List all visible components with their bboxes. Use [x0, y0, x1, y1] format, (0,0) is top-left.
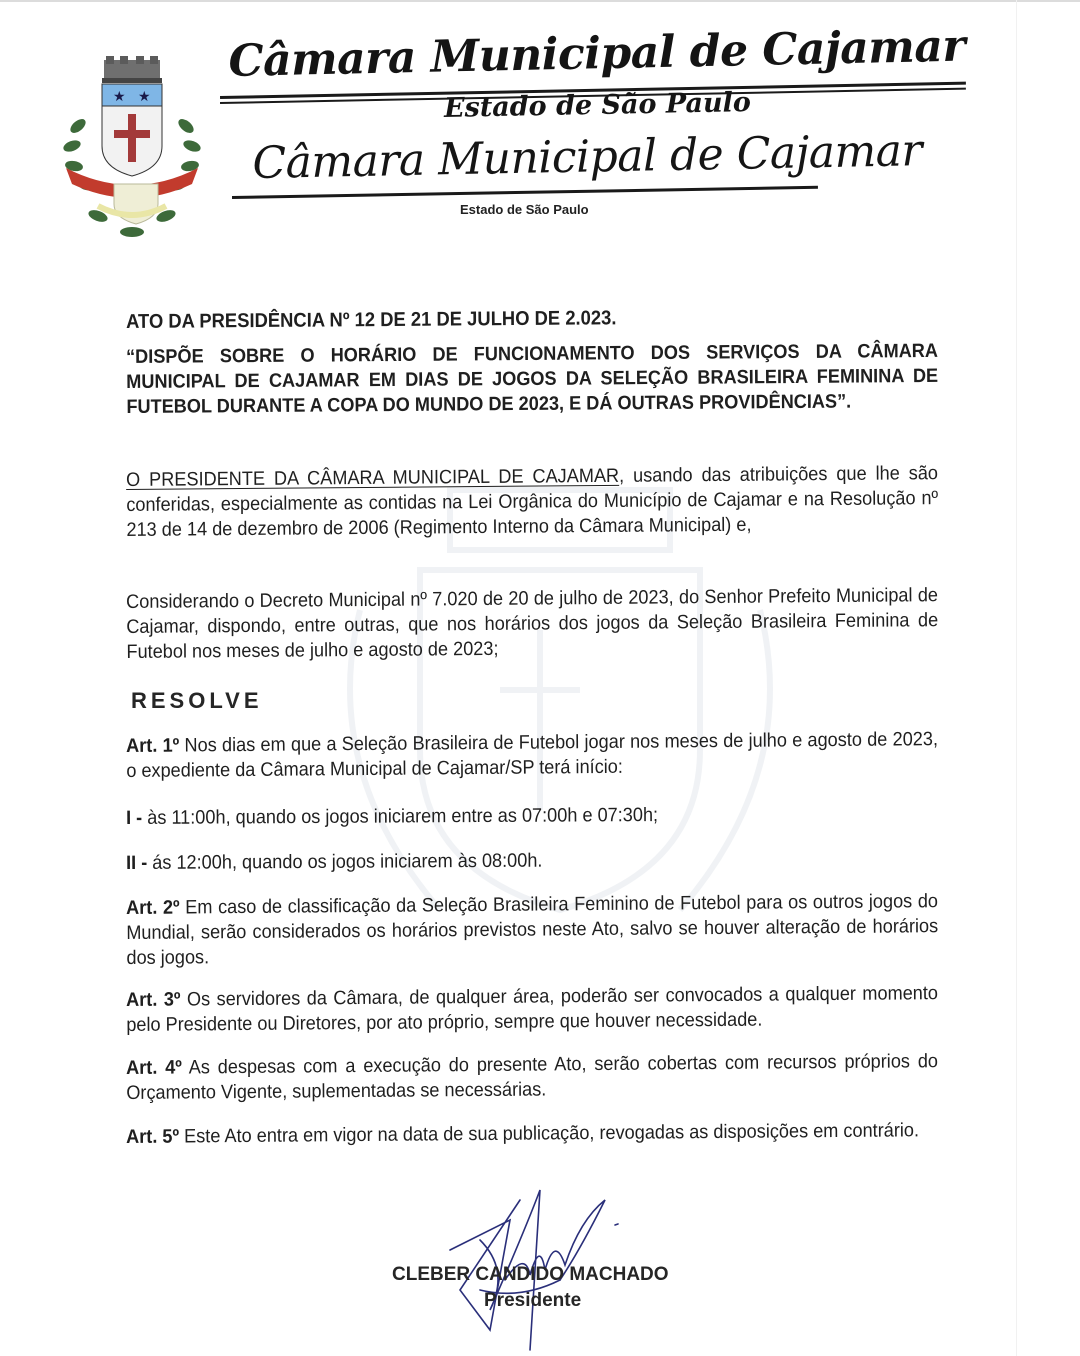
coat-of-arms-icon [58, 56, 206, 242]
preamble-text: , usando das atribuições que lhe são conferidas, especialmente as contidas na Lei Orgânica do Município de Cajamar e na Resolução nº 213 de 14 de dezembro de 2006 (Regimento Interno da Câmara Municipal) e, [126, 462, 939, 541]
article-text: Este Ato entra em vigor na data de sua publicação, revogadas as disposições em contrário. [178, 1119, 920, 1148]
article-text: As despesas com a execução do presente Ato, serão cobertas com recursos próprios do Orçamento Vigente, suplementadas se necessárias. [126, 1050, 939, 1104]
svg-text:★: ★ [138, 88, 151, 104]
letterhead-state-plain: Estado de São Paulo [460, 202, 589, 217]
article-2 [126, 890, 939, 971]
signer-name: CLEBER CANDIDO MACHADO [392, 1264, 669, 1285]
article-label: Art. 4º [126, 1056, 182, 1079]
article-label: Art. 2º [126, 896, 180, 919]
letterhead-title-primary: Câmara Municipal de Cajamar [228, 20, 966, 87]
article-3 [126, 982, 939, 1038]
article-text: Nos dias em que a Seleção Brasileira de Futebol jogar nos meses de julho e agosto de 2023, o expediente da Câmara Municipal de Cajamar/SP terá início: [126, 728, 939, 782]
article-text: Em caso de classificação da Seleção Brasileira Feminino de Futebol para os outros jogos do Mundial, serão considerados os horários previstos neste Ato, salvo se houver alteração de horários dos jogos. [126, 890, 939, 969]
document-ementa: “DISPÕE SOBRE O HORÁRIO DE FUNCIONAMENTO DOS SERVIÇOS DA CÂMARA MUNICIPAL DE CAJAMAR EM DIAS DE JOGOS DA SELEÇÃO BRASILEIRA FEMININA DE FUTEBOL DURANTE A COPA DO MUNDO DE 2023, E DÁ OUTRAS PROVIDÊNCIAS”. [126, 339, 939, 418]
document-heading: ATO DA PRESIDÊNCIA Nº 12 DE 21 DE JULHO DE 2.023. [126, 307, 617, 333]
resolve-heading: RESOLVE [131, 688, 263, 713]
preamble-subject: O PRESIDENTE DA CÂMARA MUNICIPAL DE CAJAMAR [126, 464, 620, 491]
item-II [126, 851, 938, 876]
item-label: I - [126, 806, 143, 829]
item-label: II - [126, 851, 148, 874]
signer-role: Presidente [484, 1290, 582, 1311]
letterhead-state-script: Estado de São Paulo [443, 87, 752, 124]
article-label: Art. 1º [126, 734, 180, 757]
article-4 [126, 1050, 939, 1106]
letterhead-rule [232, 186, 818, 199]
document-considering: Considerando o Decreto Municipal nº 7.020 de 20 de julho de 2023, do Senhor Prefeito Municipal de Cajamar, dispondo, entre outras, que nos horários dos jogos da Seleção Brasileira Feminina de Futebol nos meses de julho e agosto de 2023; [126, 584, 939, 663]
photo-top-border [0, 0, 1080, 2]
item-text: ás 12:00h, quando os jogos iniciarem às 08:00h. [147, 849, 543, 874]
article-label: Art. 3º [126, 988, 181, 1011]
svg-text:★: ★ [113, 88, 126, 104]
letterhead-title-secondary: Câmara Municipal de Cajamar [252, 125, 923, 189]
document-preamble [126, 462, 939, 543]
item-text: às 11:00h, quando os jogos iniciarem entre as 07:00h e 07:30h; [142, 804, 659, 829]
paper-edge [1016, 0, 1017, 1356]
article-text: Os servidores da Câmara, de qualquer área, poderão ser convocados a qualquer momento pelo Presidente ou Diretores, por ato próprio, sempre que houver necessidade. [126, 982, 939, 1036]
article-5 [126, 1119, 938, 1150]
item-I [126, 806, 938, 831]
article-1 [126, 728, 939, 784]
article-label: Art. 5º [126, 1125, 180, 1148]
